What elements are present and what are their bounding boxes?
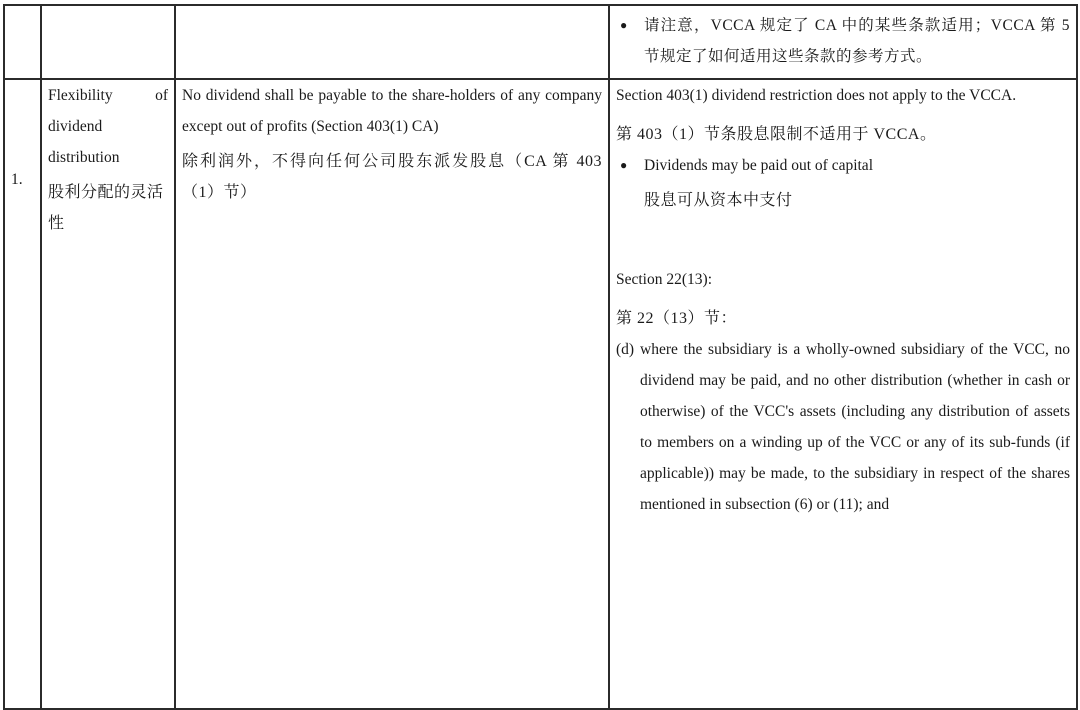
number-cell: [4, 5, 41, 79]
bullet-icon: ●: [620, 158, 628, 172]
bullet-icon: ●: [620, 18, 628, 32]
topic-zh: 股利分配的灵活性: [48, 184, 164, 232]
vcca-cell: [609, 5, 1077, 79]
topic-line-2: dividend: [48, 118, 103, 135]
vcca-cell: [609, 79, 1077, 709]
number-cell: [4, 79, 41, 709]
topic-word-flexibility: Flexibility: [48, 87, 113, 104]
section-ref-zh: 第 22（13）节：: [616, 310, 738, 327]
clause-tag: (d): [616, 341, 635, 358]
topic-cell: [41, 79, 175, 709]
comparison-table: [3, 4, 1078, 710]
ca-provision-en: No dividend shall be payable to the share-holders of any company except out of profits (Section 403(1) CA): [182, 87, 602, 135]
vcca-provision-en: Section 403(1) dividend restriction does not apply to the VCCA.: [616, 87, 1017, 104]
table-row: [4, 5, 1077, 79]
section-ref-en: Section 22(13):: [616, 271, 712, 288]
list-item: [616, 150, 1070, 181]
clause-d: [616, 334, 1070, 520]
bullet-zh: 股息可从资本中支付: [644, 192, 793, 209]
vcca-provision-zh: 第 403（1）节条股息限制不适用于 VCCA。: [616, 126, 937, 143]
table-row: [4, 79, 1077, 709]
vcca-note-zh: 请注意，VCCA 规定了 CA 中的某些条款适用；VCCA 第 5 节规定了如何适用这些条款的参考方式。: [644, 17, 1070, 65]
topic-word-of: of: [155, 87, 168, 104]
list-item: [616, 10, 1070, 72]
ca-cell: [175, 5, 609, 79]
clause-text: where the subsidiary is a wholly-owned subsidiary of the VCC, no dividend may be paid, and no other distribution (whether in cash or otherwise) of the VCC's assets (including any distribution of assets to members on a winding up of the VCC or any of its sub-funds (if applicable)) may be made, to the subsidiary in respect of the shares mentioned in subsection (6) or (11); and: [640, 341, 1070, 513]
ca-provision-zh: 除利润外，不得向任何公司股东派发股息（CA 第 403（1）节）: [182, 153, 602, 201]
topic-cell: [41, 5, 175, 79]
ca-cell: [175, 79, 609, 709]
topic-line-1: [48, 80, 168, 111]
bullet-en: Dividends may be paid out of capital: [644, 157, 873, 174]
topic-line-3: distribution: [48, 149, 120, 166]
row-number: 1.: [11, 171, 23, 188]
